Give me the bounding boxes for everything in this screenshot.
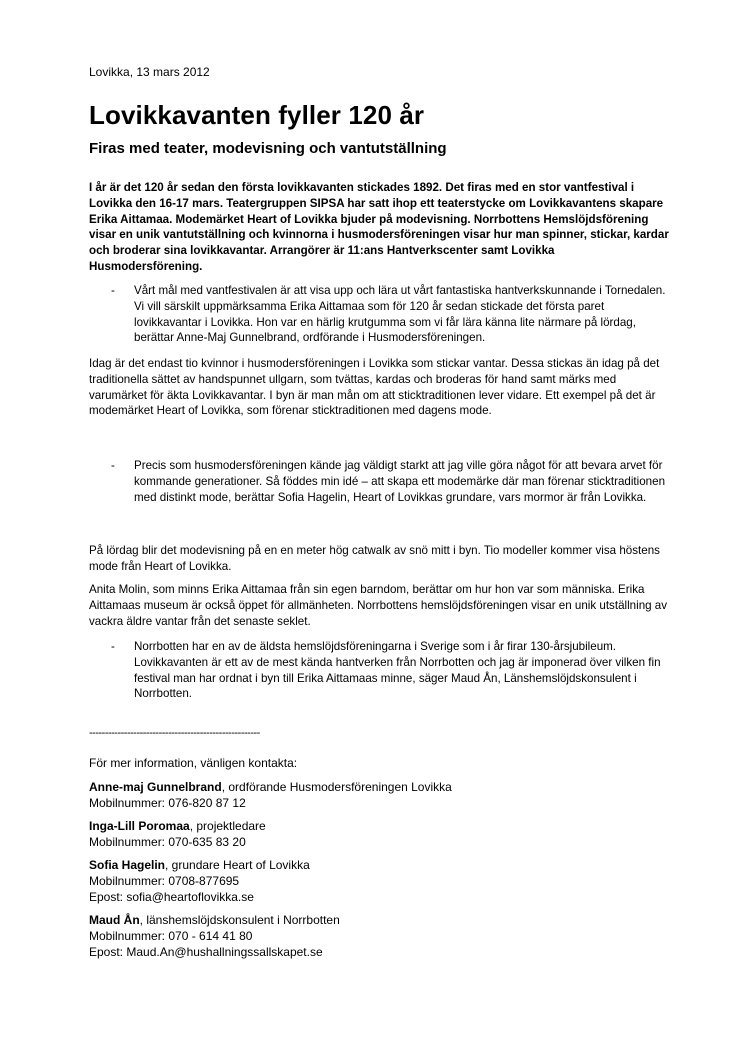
contact-phone: Mobilnummer: 070-635 83 20 [89,835,246,849]
contact-name: Sofia Hagelin [89,858,166,872]
subheadline: Firas med teater, modevisning och vantutställning [89,140,447,157]
contact-name: Anne-maj Gunnelbrand [89,780,222,794]
contact-entry [89,779,452,811]
dateline: Lovikka, 13 mars 2012 [89,65,210,79]
body-paragraph: Anita Molin, som minns Erika Aittamaa från sin egen barndom, berättar om hur hon var som människa. Erika Aittamaas museum är också öppet för allmänheten. Norrbottens hemslöjdsföreningen visar en unik utställning av vackra äldre vantar från det senaste seklet. [89,583,668,628]
quote-item [89,458,669,505]
contact-entry [89,912,340,960]
contact-phone: Mobilnummer: 070 - 614 41 80 [89,929,253,943]
quote-text: Precis som husmodersföreningen kände jag väldigt starkt att jag ville göra något för att bevara arvet för kommande generationer. Så föddes min idé – att skapa ett modemärke där man förenar sticktraditionen med distinkt mode, berättar Sofia Hagelin, Heart of Lovikkas grundare, vars mormor är från Lovikka. [134,459,666,504]
contact-heading: För mer information, vänligen kontakta: [89,756,298,770]
contact-email[interactable]: Epost: Maud.An@hushallningssallskapet.se [89,945,323,959]
body-paragraph: Idag är det endast tio kvinnor i husmodersföreningen i Lovikka som stickar vantar. Dessa stickas än idag på det traditionella sättet av handspunnet ullgarn, som tvättas, kardas och broderas för hand samt märks med varumärket för äkta Lovikkavantar. I byn är man mån om att sticktraditionen lever vidare. Ett exempel på det är modemärket Heart of Lovikka, som förenar sticktraditionen med dagens mode. [89,357,660,418]
quote-item [89,283,669,346]
quote-text: Norrbotten har en av de äldsta hemslöjdsföreningarna i Sverige som i år firar 130-årsjubileum. Lovikkavanten är ett av de mest kända hantverken från Norrbotten och jag är imponerad över vilken fin festival man har ordnat i byn till Erika Aittamaas minne, säger Maud Ån, Länshemslöjdskonsulent i Norrbotten. [134,640,661,701]
contact-name: Maud Ån [89,913,140,927]
body-paragraph: På lördag blir det modevisning på en en meter hög catwalk av snö mitt i byn. Tio modeller kommer visa höstens mode från Heart of Lovikka. [89,544,660,573]
contact-role: , ordförande Husmodersföreningen Lovikka [221,780,452,794]
contact-name: Inga-Lill Poromaa [89,819,190,833]
contact-phone: Mobilnummer: 0708-877695 [89,874,240,888]
contact-role: , projektledare [189,819,266,833]
divider-line: ------------------------------------------------------ [89,727,260,739]
quote-text: Vårt mål med vantfestivalen är att visa upp och lära ut vårt fantastiska hantverkskunnande i Tornedalen. Vi vill särskilt uppmärksamma Erika Aittamaa som för 120 år sedan stickade det första paret lovikkavantar i Lovikka. Hon var en härlig krutgumma som vi får lära känna lite närmare på lördag, berättar Anne-Maj Gunnelbrand, ordförande i Husmodersföreningen. [134,284,666,345]
contact-role: , grundare Heart of Lovikka [165,858,310,872]
dash-bullet: - [111,459,115,472]
lead-paragraph: I år är det 120 år sedan den första lovikkavanten stickades 1892. Det firas med en stor vantfestival i Lovikka den 16-17 mars. Teatergruppen SIPSA har satt ihop ett teaterstycke om Lovikkavantens skapare Erika Aittamaa. Modemärket Heart of Lovikka bjuder på modevisning. Norrbottens Hemslöjdsförening visar en unik vantutställning och kvinnorna i husmodersföreningen visar hur man spinner, stickar, kardar och broderar sina lovikkavantar. Arrangörer är 11:ans Hantverkscenter samt Lovikka Husmodersförening. [89,181,669,273]
contact-entry [89,857,310,905]
quote-item [89,639,669,702]
headline: Lovikkavanten fyller 120 år [89,100,425,130]
dash-bullet: - [111,284,115,297]
contact-phone: Mobilnummer: 076-820 87 12 [89,796,246,810]
contact-entry [89,818,266,850]
dash-bullet: - [111,640,115,653]
contact-role: , länshemslöjdskonsulent i Norrbotten [139,913,340,927]
contact-email[interactable]: Epost: sofia@heartoflovikka.se [89,890,254,904]
